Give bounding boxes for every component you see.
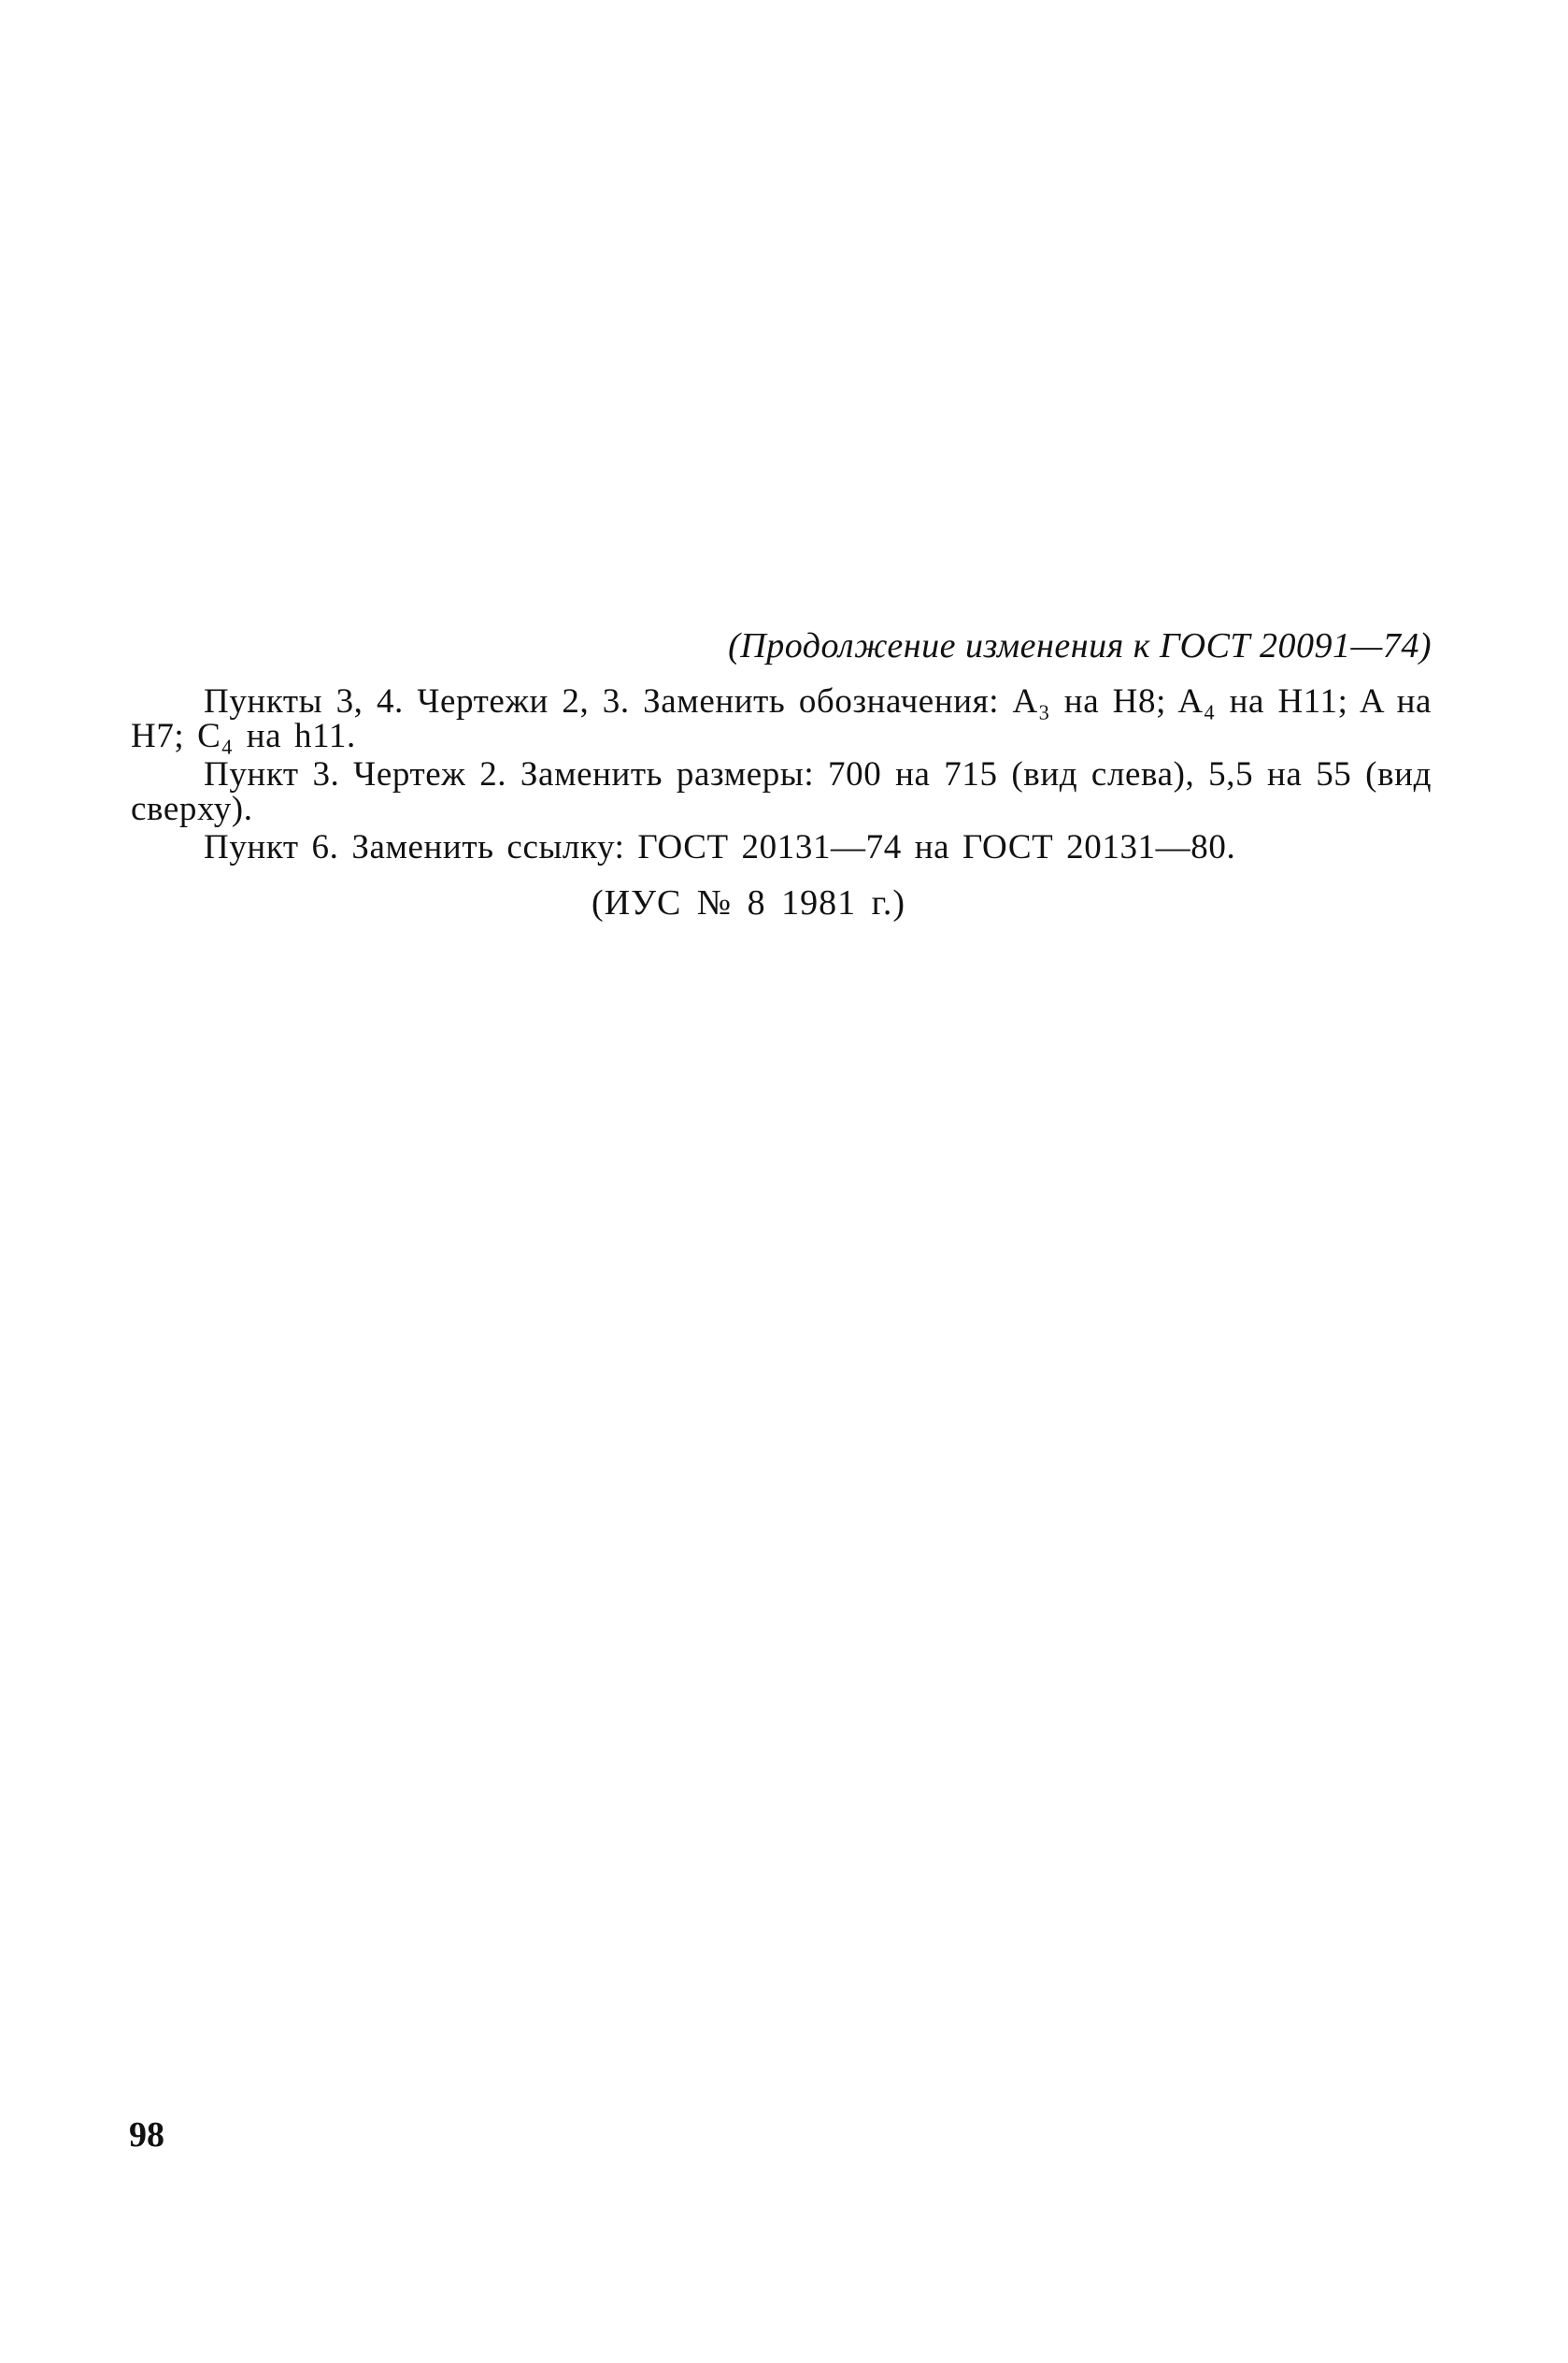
page-number: 98 bbox=[129, 2115, 164, 2155]
amendment-paragraph-2: Пункт 3. Чертеж 2. Заменить размеры: 700 на 715 (вид слева), 5,5 на 55 (вид сверху). bbox=[131, 755, 1432, 828]
amendment-paragraph-3: Пункт 6. Заменить ссылку: ГОСТ 20131—74 на ГОСТ 20131—80. bbox=[204, 828, 1236, 866]
amendment-paragraph-1: Пункты 3, 4. Чертежи 2, 3. Заменить обозначения: A₃ на H8; A₄ на H11; A на H7; C₄ на h11. bbox=[131, 682, 1432, 755]
source-note: (ИУС № 8 1981 г.) bbox=[591, 883, 906, 923]
page-text-block bbox=[131, 628, 1432, 921]
continuation-heading: (Продолжение изменения к ГОСТ 20091—74) bbox=[728, 626, 1432, 666]
